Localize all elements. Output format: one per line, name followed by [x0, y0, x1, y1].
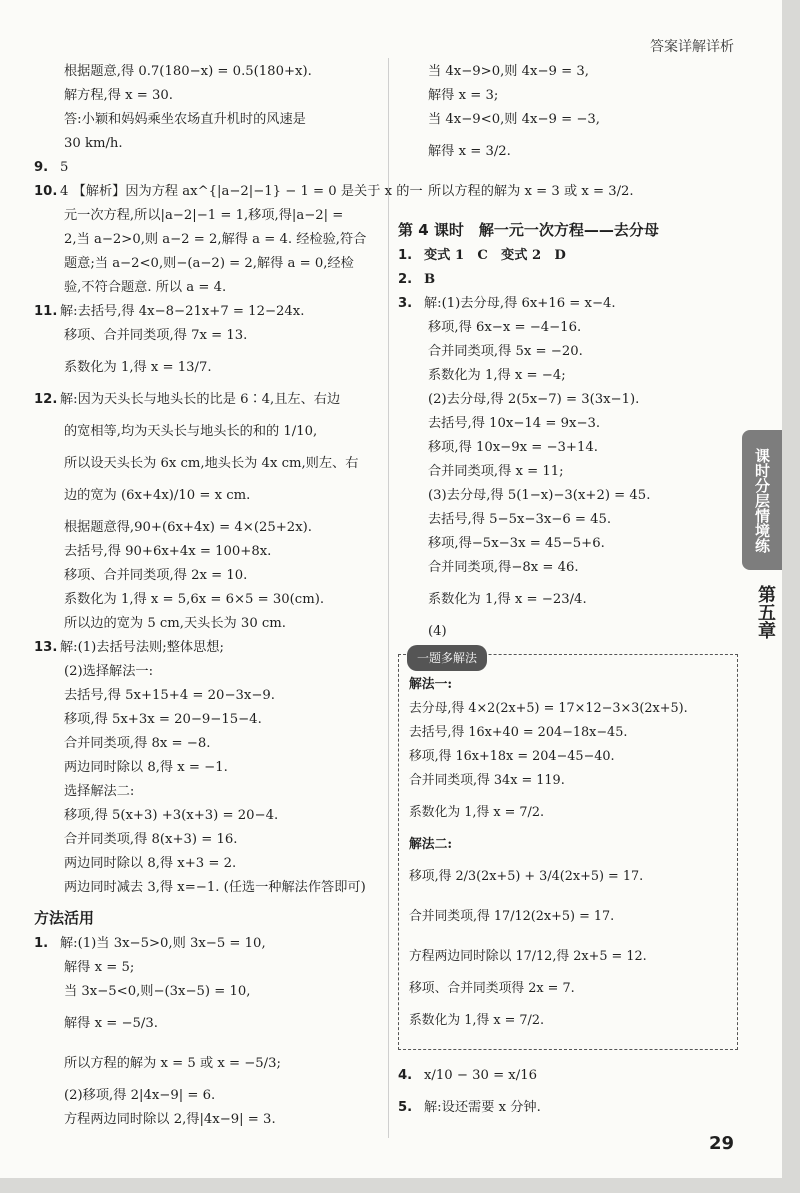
right-column	[398, 60, 738, 1120]
text-line	[34, 780, 384, 804]
text-line	[34, 84, 384, 108]
line-text: 方程两边同时除以 17/12,得 2x+5 = 12.	[409, 949, 647, 964]
line-text: (2)选择解法一:	[64, 664, 154, 679]
line-text: 去括号,得 10x−14 = 9x−3.	[428, 416, 601, 431]
line-text: 解:去括号,得 4x−8−21x+7 = 12−24x.	[60, 304, 305, 319]
text-line	[34, 412, 384, 452]
text-line	[398, 620, 738, 644]
line-text: 合并同类项,得 8x = −8.	[64, 736, 211, 751]
line-text: 验,不符合题意. 所以 a = 4.	[64, 280, 227, 295]
line-text: 边的宽为 (6x+4x)/10 = x cm.	[64, 488, 251, 503]
line-text: 题意;当 a−2<0,则−(a−2) = 2,解得 a = 0,经检	[64, 256, 354, 271]
text-line	[34, 540, 384, 564]
line-text: 解得 x = 5;	[64, 960, 135, 975]
text-line	[34, 1108, 384, 1132]
text-line	[398, 556, 738, 580]
page-number: 29	[708, 1133, 734, 1154]
text-line	[34, 636, 384, 660]
line-text: 合并同类项,得 17/12(2x+5) = 17.	[409, 909, 615, 924]
line-text: 所以方程的解为 x = 5 或 x = −5/3;	[64, 1056, 281, 1071]
line-text: 答:小颖和妈妈乘坐农场直升机时的风速是	[64, 112, 306, 127]
line-text: 5	[60, 160, 69, 175]
line-text: 根据题意,得 0.7(180−x) = 0.5(180+x).	[64, 64, 312, 79]
question-number: 13.	[34, 640, 58, 655]
line-text: 系数化为 1,得 x = 13/7.	[64, 360, 212, 375]
text-line	[409, 857, 727, 897]
line-text: 合并同类项,得 34x = 119.	[409, 773, 565, 788]
line-text: 移项、合并同类项,得 7x = 13.	[64, 328, 248, 343]
text-line	[34, 1004, 384, 1044]
text-line	[34, 804, 384, 828]
text-line	[398, 60, 738, 84]
line-text: 元一次方程,所以|a−2|−1 = 1,移项,得|a−2| =	[64, 208, 344, 223]
text-line	[34, 276, 384, 300]
text-line	[398, 580, 738, 620]
multi-solution-badge: 一题多解法	[407, 645, 487, 671]
question-number: 3.	[398, 296, 413, 311]
line-text: 移项,得 10x−9x = −3+14.	[428, 440, 598, 455]
line-text: 合并同类项,得 x = 11;	[428, 464, 564, 479]
right-column-body	[398, 60, 738, 644]
line-text: 系数化为 1,得 x = −4;	[428, 368, 566, 383]
text-line	[34, 108, 384, 132]
column-divider	[388, 58, 389, 1138]
text-line	[34, 612, 384, 636]
line-text: 解法一:	[409, 677, 453, 692]
line-text: 合并同类项,得 8(x+3) = 16.	[64, 832, 238, 847]
line-text: 所以方程的解为 x = 3 或 x = 3/2.	[428, 184, 634, 199]
line-text: 移项,得 16x+18x = 204−45−40.	[409, 749, 615, 764]
text-line	[398, 316, 738, 340]
text-line	[409, 793, 727, 833]
text-line	[398, 412, 738, 436]
line-text: 系数化为 1,得 x = 5,6x = 6×5 = 30(cm).	[64, 592, 325, 607]
text-line	[398, 84, 738, 108]
text-line	[398, 268, 738, 292]
multi-solution-box	[398, 651, 738, 1050]
text-line	[398, 460, 738, 484]
line-text: 解:因为天头长与地头长的比是 6∶4,且左、右边	[60, 392, 341, 407]
line-text: 解方程,得 x = 30.	[64, 88, 173, 103]
chapter-label: 第五章	[755, 585, 776, 639]
question-number: 1.	[34, 936, 49, 951]
question-number: 12.	[34, 392, 58, 407]
line-text: 系数化为 1,得 x = 7/2.	[409, 1013, 545, 1028]
text-line	[409, 721, 727, 745]
text-line	[34, 1044, 384, 1084]
text-line	[34, 516, 384, 540]
text-line	[409, 937, 727, 977]
line-text: 解:(1)当 3x−5>0,则 3x−5 = 10,	[60, 936, 266, 951]
side-tab-label: 课时分层情境练	[742, 430, 782, 570]
text-line	[34, 828, 384, 852]
text-line	[34, 980, 384, 1004]
line-text: 两边同时除以 8,得 x+3 = 2.	[64, 856, 237, 871]
text-line	[398, 484, 738, 508]
question-number: 4.	[398, 1068, 413, 1083]
line-text: 所以设天头长为 6x cm,地头长为 4x cm,则左、右	[64, 456, 359, 471]
line-text: 解得 x = −5/3.	[64, 1016, 158, 1031]
line-text: 移项、合并同类项,得 2x = 10.	[64, 568, 248, 583]
line-text: 解法二:	[409, 837, 453, 852]
line-text: 解:(1)去括号法则;整体思想;	[60, 640, 224, 655]
text-line	[34, 132, 384, 156]
line-text: 解:设还需要 x 分钟.	[424, 1100, 541, 1115]
text-line	[409, 833, 727, 857]
line-text: (2)移项,得 2|4x−9| = 6.	[64, 1088, 216, 1103]
text-line	[398, 292, 738, 316]
text-line	[398, 132, 738, 172]
question-number: 9.	[34, 160, 49, 175]
page-header: 答案详解详析	[650, 39, 734, 55]
line-text: 合并同类项,得 5x = −20.	[428, 344, 583, 359]
line-text: 选择解法二:	[64, 784, 135, 799]
text-line	[34, 1084, 384, 1108]
line-text: 解得 x = 3;	[428, 88, 499, 103]
text-line	[409, 977, 727, 1001]
text-line	[409, 745, 727, 769]
line-text: x/10 − 30 = x/16	[424, 1068, 537, 1083]
text-line	[34, 564, 384, 588]
text-line	[34, 588, 384, 612]
line-text: 去括号,得 5x+15+4 = 20−3x−9.	[64, 688, 275, 703]
line-text: 系数化为 1,得 x = 7/2.	[409, 805, 545, 820]
text-line	[398, 340, 738, 364]
line-text: (2)去分母,得 2(5x−7) = 3(3x−1).	[428, 392, 640, 407]
question-number: 10.	[34, 184, 58, 199]
text-line	[398, 532, 738, 556]
line-text: 去括号,得 5−5x−3x−6 = 45.	[428, 512, 612, 527]
text-line	[34, 732, 384, 756]
line-text: 移项,得−5x−3x = 45−5+6.	[428, 536, 605, 551]
text-line	[398, 364, 738, 388]
line-text: 移项,得 5x+3x = 20−9−15−4.	[64, 712, 262, 727]
section-title: 第 4 课时 解一元一次方程——去分母	[398, 221, 659, 239]
line-text: 2,当 a−2>0,则 a−2 = 2,解得 a = 4. 经检验,符合	[64, 232, 367, 247]
line-text: 解得 x = 3/2.	[428, 144, 511, 159]
line-text: 去分母,得 4×2(2x+5) = 17×12−3×3(2x+5).	[409, 701, 688, 716]
text-line	[34, 324, 384, 348]
line-text: B	[424, 272, 436, 287]
text-line	[34, 684, 384, 708]
question-number: 11.	[34, 304, 58, 319]
text-line	[34, 348, 384, 388]
line-text: 解:(1)去分母,得 6x+16 = x−4.	[424, 296, 616, 311]
multi-solution-lines	[409, 673, 727, 1041]
text-line	[398, 1056, 738, 1096]
line-text: 去括号,得 16x+40 = 204−18x−45.	[409, 725, 628, 740]
text-line	[398, 244, 738, 268]
line-text: (3)去分母,得 5(1−x)−3(x+2) = 45.	[428, 488, 651, 503]
text-line	[409, 697, 727, 721]
text-line	[398, 172, 738, 212]
line-text: 移项、合并同类项得 2x = 7.	[409, 981, 575, 996]
text-line	[34, 228, 384, 252]
left-column	[34, 60, 423, 1132]
text-line	[34, 452, 384, 476]
text-line	[34, 756, 384, 780]
text-line	[409, 769, 727, 793]
line-text: 合并同类项,得−8x = 46.	[428, 560, 579, 575]
text-line	[34, 204, 384, 228]
line-text: 当 4x−9>0,则 4x−9 = 3,	[428, 64, 589, 79]
text-line	[34, 956, 384, 980]
text-line	[398, 508, 738, 532]
line-text: (4)	[428, 624, 447, 639]
section-title: 方法活用	[34, 909, 95, 927]
line-text: 两边同时减去 3,得 x=−1. (任选一种解法作答即可)	[64, 880, 366, 895]
line-text: 当 4x−9<0,则 4x−9 = −3,	[428, 112, 600, 127]
text-line	[398, 388, 738, 412]
line-text: 变式 1 C 变式 2 D	[424, 248, 566, 263]
line-text: 4 【解析】因为方程 ax^{|a−2|−1} − 1 = 0 是关于 x 的一	[60, 184, 423, 199]
text-line	[34, 60, 384, 84]
text-line	[398, 1096, 738, 1120]
text-line	[34, 852, 384, 876]
line-text: 两边同时除以 8,得 x = −1.	[64, 760, 228, 775]
text-line	[409, 673, 727, 697]
text-line	[34, 156, 384, 180]
line-text: 根据题意得,90+(6x+4x) = 4×(25+2x).	[64, 520, 312, 535]
line-text: 方程两边同时除以 2,得|4x−9| = 3.	[64, 1112, 276, 1127]
text-line	[34, 300, 384, 324]
line-text: 的宽相等,均为天头长与地头长的和的 1/10,	[64, 424, 318, 439]
line-text: 系数化为 1,得 x = −23/4.	[428, 592, 587, 607]
text-line	[409, 1001, 727, 1041]
question-number: 5.	[398, 1100, 413, 1115]
question-number: 2.	[398, 272, 413, 287]
line-text: 去括号,得 90+6x+4x = 100+8x.	[64, 544, 272, 559]
text-line	[409, 897, 727, 937]
line-text: 移项,得 5(x+3) +3(x+3) = 20−4.	[64, 808, 279, 823]
right-column-tail	[398, 1056, 738, 1120]
line-text: 移项,得 2/3(2x+5) + 3/4(2x+5) = 17.	[409, 869, 644, 884]
line-text: 所以边的宽为 5 cm,天头长为 30 cm.	[64, 616, 286, 631]
text-line	[34, 180, 423, 204]
text-line	[398, 436, 738, 460]
text-line	[34, 660, 384, 684]
text-line	[34, 932, 384, 956]
text-line	[398, 108, 738, 132]
line-text: 30 km/h.	[64, 136, 123, 151]
text-line	[34, 252, 384, 276]
text-line	[34, 388, 384, 412]
line-text: 当 3x−5<0,则−(3x−5) = 10,	[64, 984, 251, 999]
question-number: 1.	[398, 248, 413, 263]
line-text: 移项,得 6x−x = −4−16.	[428, 320, 582, 335]
text-line	[34, 876, 384, 900]
text-line	[34, 476, 384, 516]
text-line	[34, 708, 384, 732]
